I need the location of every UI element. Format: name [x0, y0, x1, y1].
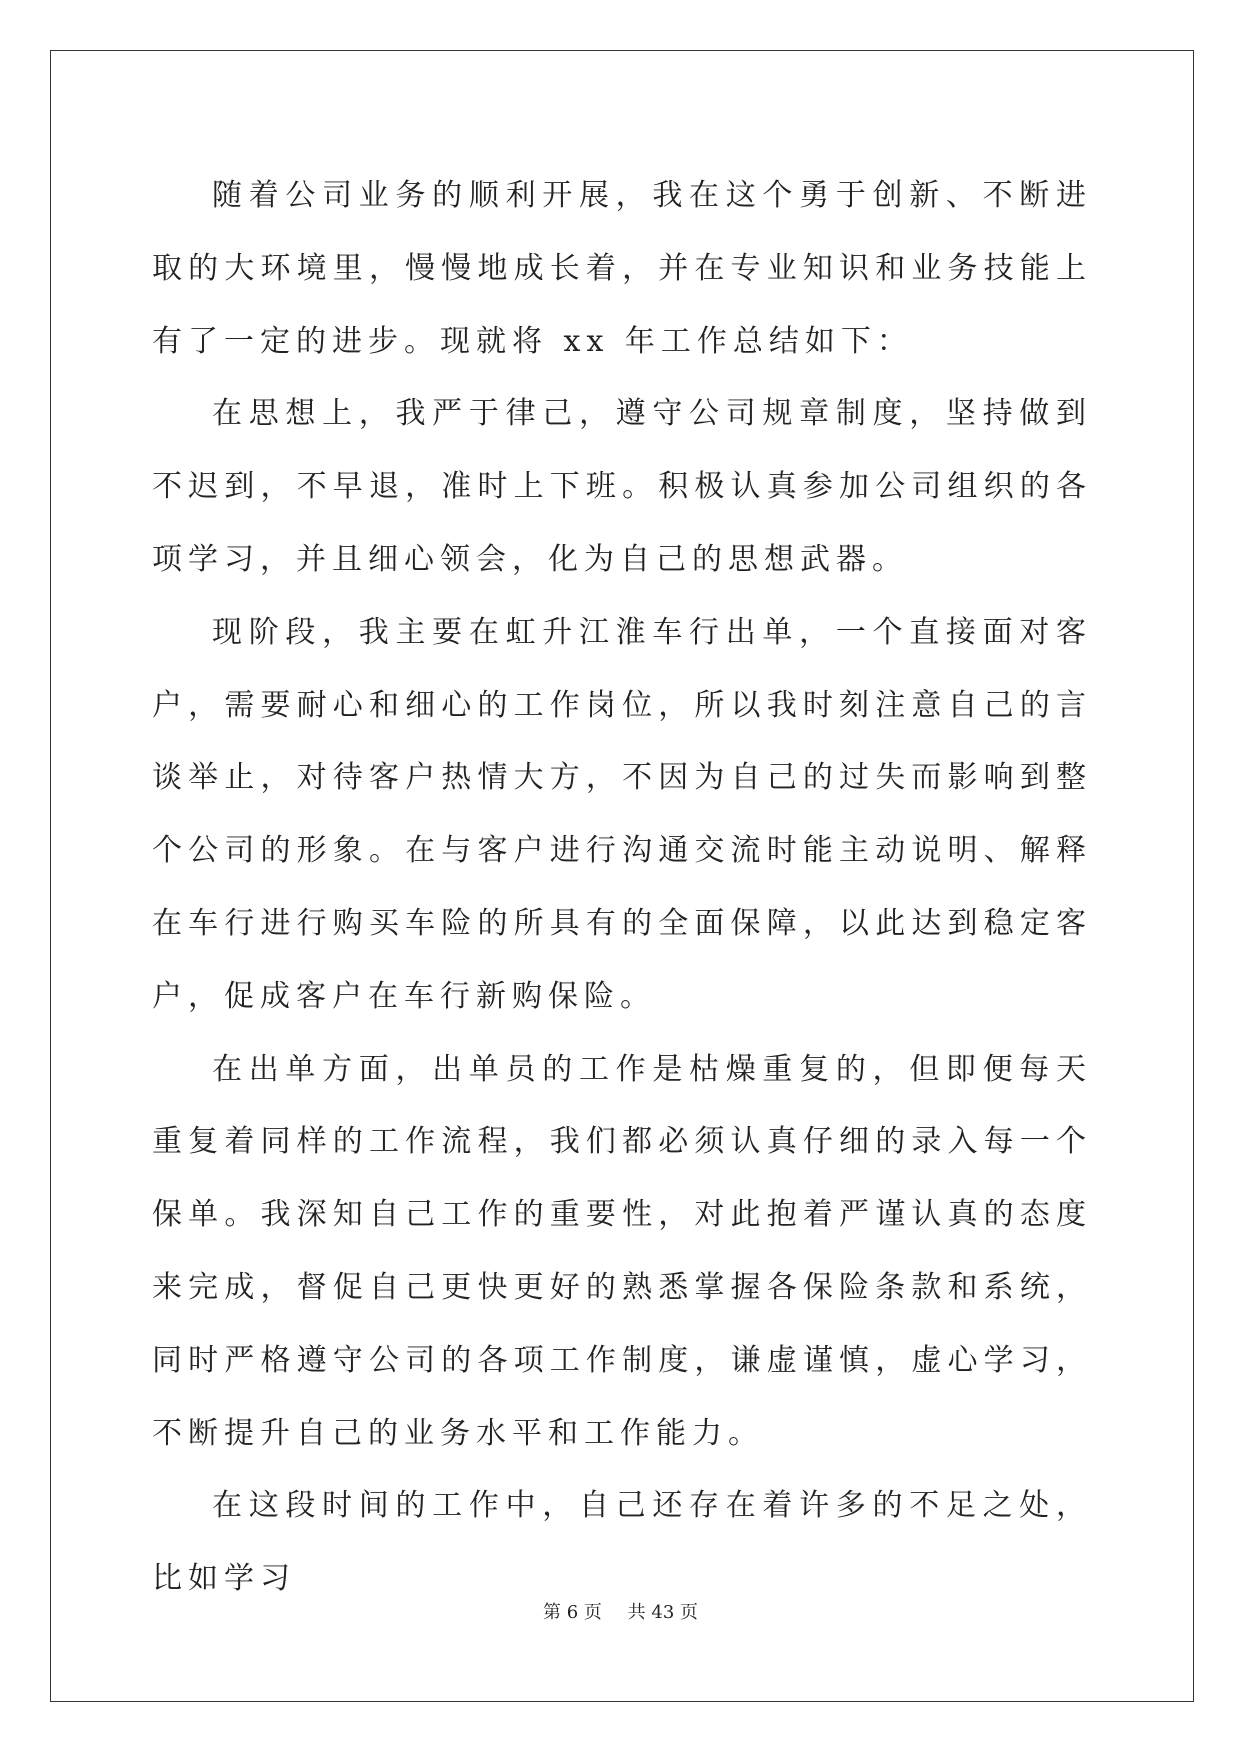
paragraph-thought: 在思想上，我严于律己，遵守公司规章制度，坚持做到不迟到，不早退，准时上下班。积极认真参加公司组织的各项学习，并且细心领会，化为自己的思想武器。 — [152, 396, 1092, 577]
paragraph-issuing: 在出单方面，出单员的工作是枯燥重复的，但即便每天重复着同样的工作流程，我们都必须认真仔细的录入每一个保单。我深知自己工作的重要性，对此抱着严谨认真的态度来完成，督促自己更快更好的熟悉掌握各保险条款和系统，同时严格遵守公司的各项工作制度，谦虚谨慎，虚心学习，不断提升自己的业务水平和工作能力。 — [152, 1051, 1092, 1451]
paragraph-intro: 随着公司业务的顺利开展，我在这个勇于创新、不断进取的大环境里，慢慢地成长着，并在专业知识和业务技能上有了一定的进步。现就将 xx 年工作总结如下： — [152, 178, 1092, 359]
page-footer — [0, 1598, 1241, 1624]
paragraph-current-stage: 现阶段，我主要在虹升江淮车行出单，一个直接面对客户，需要耐心和细心的工作岗位，所以我时刻注意自己的言谈举止，对待客户热情大方，不因为自己的过失而影响到整个公司的形象。在与客户进行沟通交流时能主动说明、解释在车行进行购买车险的所具有的全面保障，以此达到稳定客户，促成客户在车行新购保险。 — [152, 614, 1092, 1014]
page-number-total: 共 43 页 — [627, 1602, 698, 1623]
page-number-current: 第 6 页 — [543, 1602, 602, 1623]
document-body — [152, 160, 1092, 1616]
paragraph-shortcomings: 在这段时间的工作中，自己还存在着许多的不足之处，比如学习 — [152, 1488, 1092, 1597]
